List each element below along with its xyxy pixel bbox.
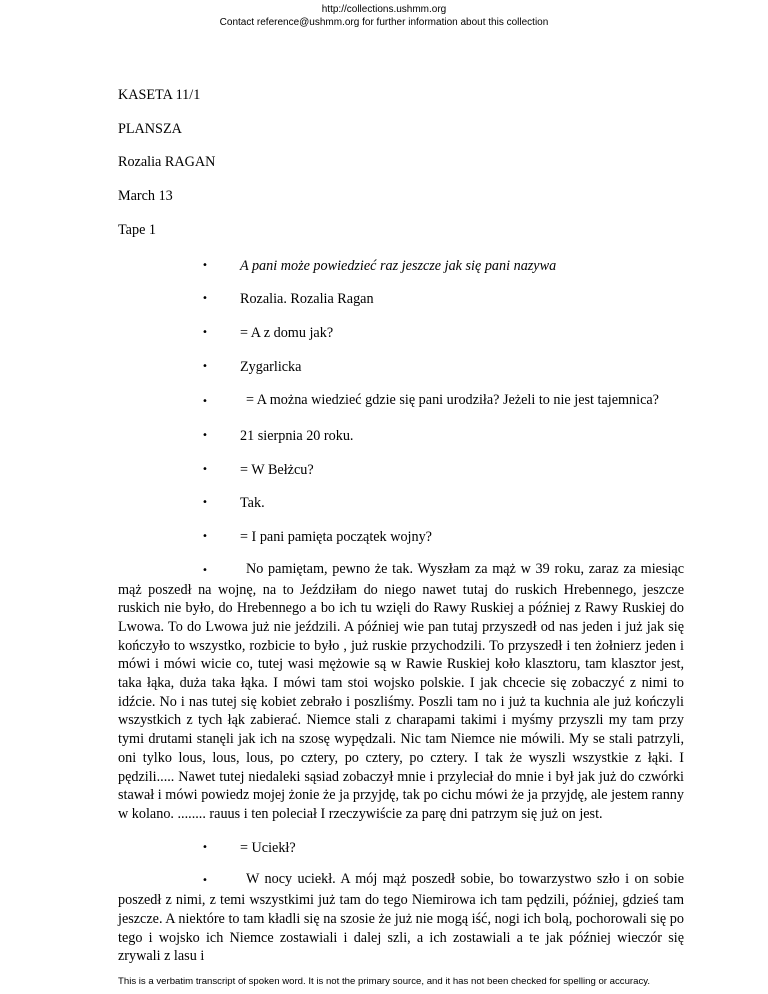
answer-text: Rozalia. Rozalia Ragan (240, 291, 374, 308)
answer-text: 21 sierpnia 20 roku. (240, 428, 354, 445)
bullet-icon: • (202, 463, 208, 475)
answer-text: Zygarlicka (240, 358, 302, 375)
bullet-icon: • (202, 293, 208, 305)
list-item (118, 494, 684, 513)
list-item (118, 391, 684, 412)
transcript-body (118, 86, 684, 981)
answer-text: Tak. (240, 495, 265, 512)
answer-text: No pamiętam, pewno że tak. Wyszłam za mąż w 39 roku, zaraz za miesiąc mąż poszedł na wojnę, na to Jeździłam do niego nawet tutaj do ruskich Hrebennego, jeszcze ruskich nie było, do Hrebennego a bo ich tu wzięli do Rawy Ruskiej a później z Rawy Ruskiej do Lwowa. To do Lwowa już nie jeździli. A później wie pan tutaj przyszedł od nas jeden i już jak się kończyło to wszystko, rozbicie to było , już ruskie przychodzili. To przyszedł i ten żołnierz jeden i mówi i mówi wicie co, tutej wasi mężowie są w Rawie Ruskiej koło klasztoru, tam klasztor jest, taka łąka, duża taka łąka. I mówi tam stoi wojsko polskie. I jak chcecie się zobaczyć z nimi to idźcie. No i nas tutej się kobiet zebrało i poszliśmy. Poszli tam no i już ta kuchnia ale już kończyli wszystkich z tych łąk zabierać. Niemce stali z charapami takimi i myśmy przyszli my tam przy tymi drutami stanęli jak ich na szosę wypędzali. Nic tam Niemce nie mówili. My se stali patrzyli, oni tylko lous, lous, lous, po cztery, po cztery, po cztery. I tak że wyszli wszystkie z łąki. I pędzili..... Nawet tutej niedaleki sąsiad zobaczył mnie i przyleciał do mnie i był jak już do czwórki stawał i mówi powiedz mojej żonie że ja przyjdę, tak po cichu mówi że ja przyjdę, ale jestem ranny w kolano. ........ rauus i ten poleciał I rzeczywiście za parę dni patrzym się już on jest. (118, 560, 684, 822)
header-contact: Contact reference@ushmm.org for further information about this collection (219, 17, 549, 28)
list-item (118, 324, 684, 343)
bullet-icon: • (202, 326, 208, 338)
list-item (118, 870, 684, 966)
question-text: = A można wiedzieć gdzie się pani urodziła? Jeżeli to nie jest tajemnica? (246, 392, 659, 409)
question-text: = Uciekł? (240, 839, 296, 856)
bullet-icon: • (202, 841, 208, 853)
question-text: = I pani pamięta początek wojny? (240, 529, 432, 546)
bullet-icon: • (202, 360, 208, 372)
list-item (118, 427, 684, 446)
interview-date: March 13 (118, 188, 173, 205)
list-item (118, 358, 684, 377)
list-item (118, 290, 684, 309)
bullet-icon: • (202, 259, 208, 271)
bullet-icon: • (202, 430, 208, 442)
footer-disclaimer: This is a verbatim transcript of spoken word. It is not the primary source, and it has not been checked for spelling or accuracy. (118, 976, 650, 987)
bullet-icon: • (202, 875, 208, 887)
tape-label: Tape 1 (118, 221, 157, 238)
list-item (118, 839, 684, 858)
bullet-icon: • (202, 396, 208, 408)
plansza-label: PLANSZA (118, 120, 182, 137)
question-text: = A z domu jak? (240, 324, 334, 341)
list-item (118, 257, 684, 276)
bullet-icon: • (202, 564, 208, 576)
bullet-icon: • (202, 497, 208, 509)
list-item (118, 560, 684, 824)
header-url: http://collections.ushmm.org (321, 4, 447, 15)
bullet-icon: • (202, 531, 208, 543)
list-item (118, 528, 684, 547)
question-text: A pani może powiedzieć raz jeszcze jak się pani nazywa (240, 257, 557, 274)
cassette-label: KASETA 11/1 (118, 87, 201, 103)
question-text: = W Bełżcu? (240, 461, 314, 478)
answer-text: W nocy uciekł. A mój mąż poszedł sobie, bo towarzystwo szło i on sobie poszedł z nimi, z temi wszystkimi już tam do tego Niemirowa ich tam pędzili, później, gdzieś tam jeszcze. A niektóre to tam kładli się na szosie że już nie mogą iść, nogi ich bolą, pochorowali się po tego i wojsko ich Niemce zostawiali i dalej szli, a ich zostawiali a te jak później wieczór się zrywali z lasu i (118, 871, 684, 965)
interviewee-name: Rozalia RAGAN (118, 154, 216, 171)
list-item (118, 461, 684, 480)
